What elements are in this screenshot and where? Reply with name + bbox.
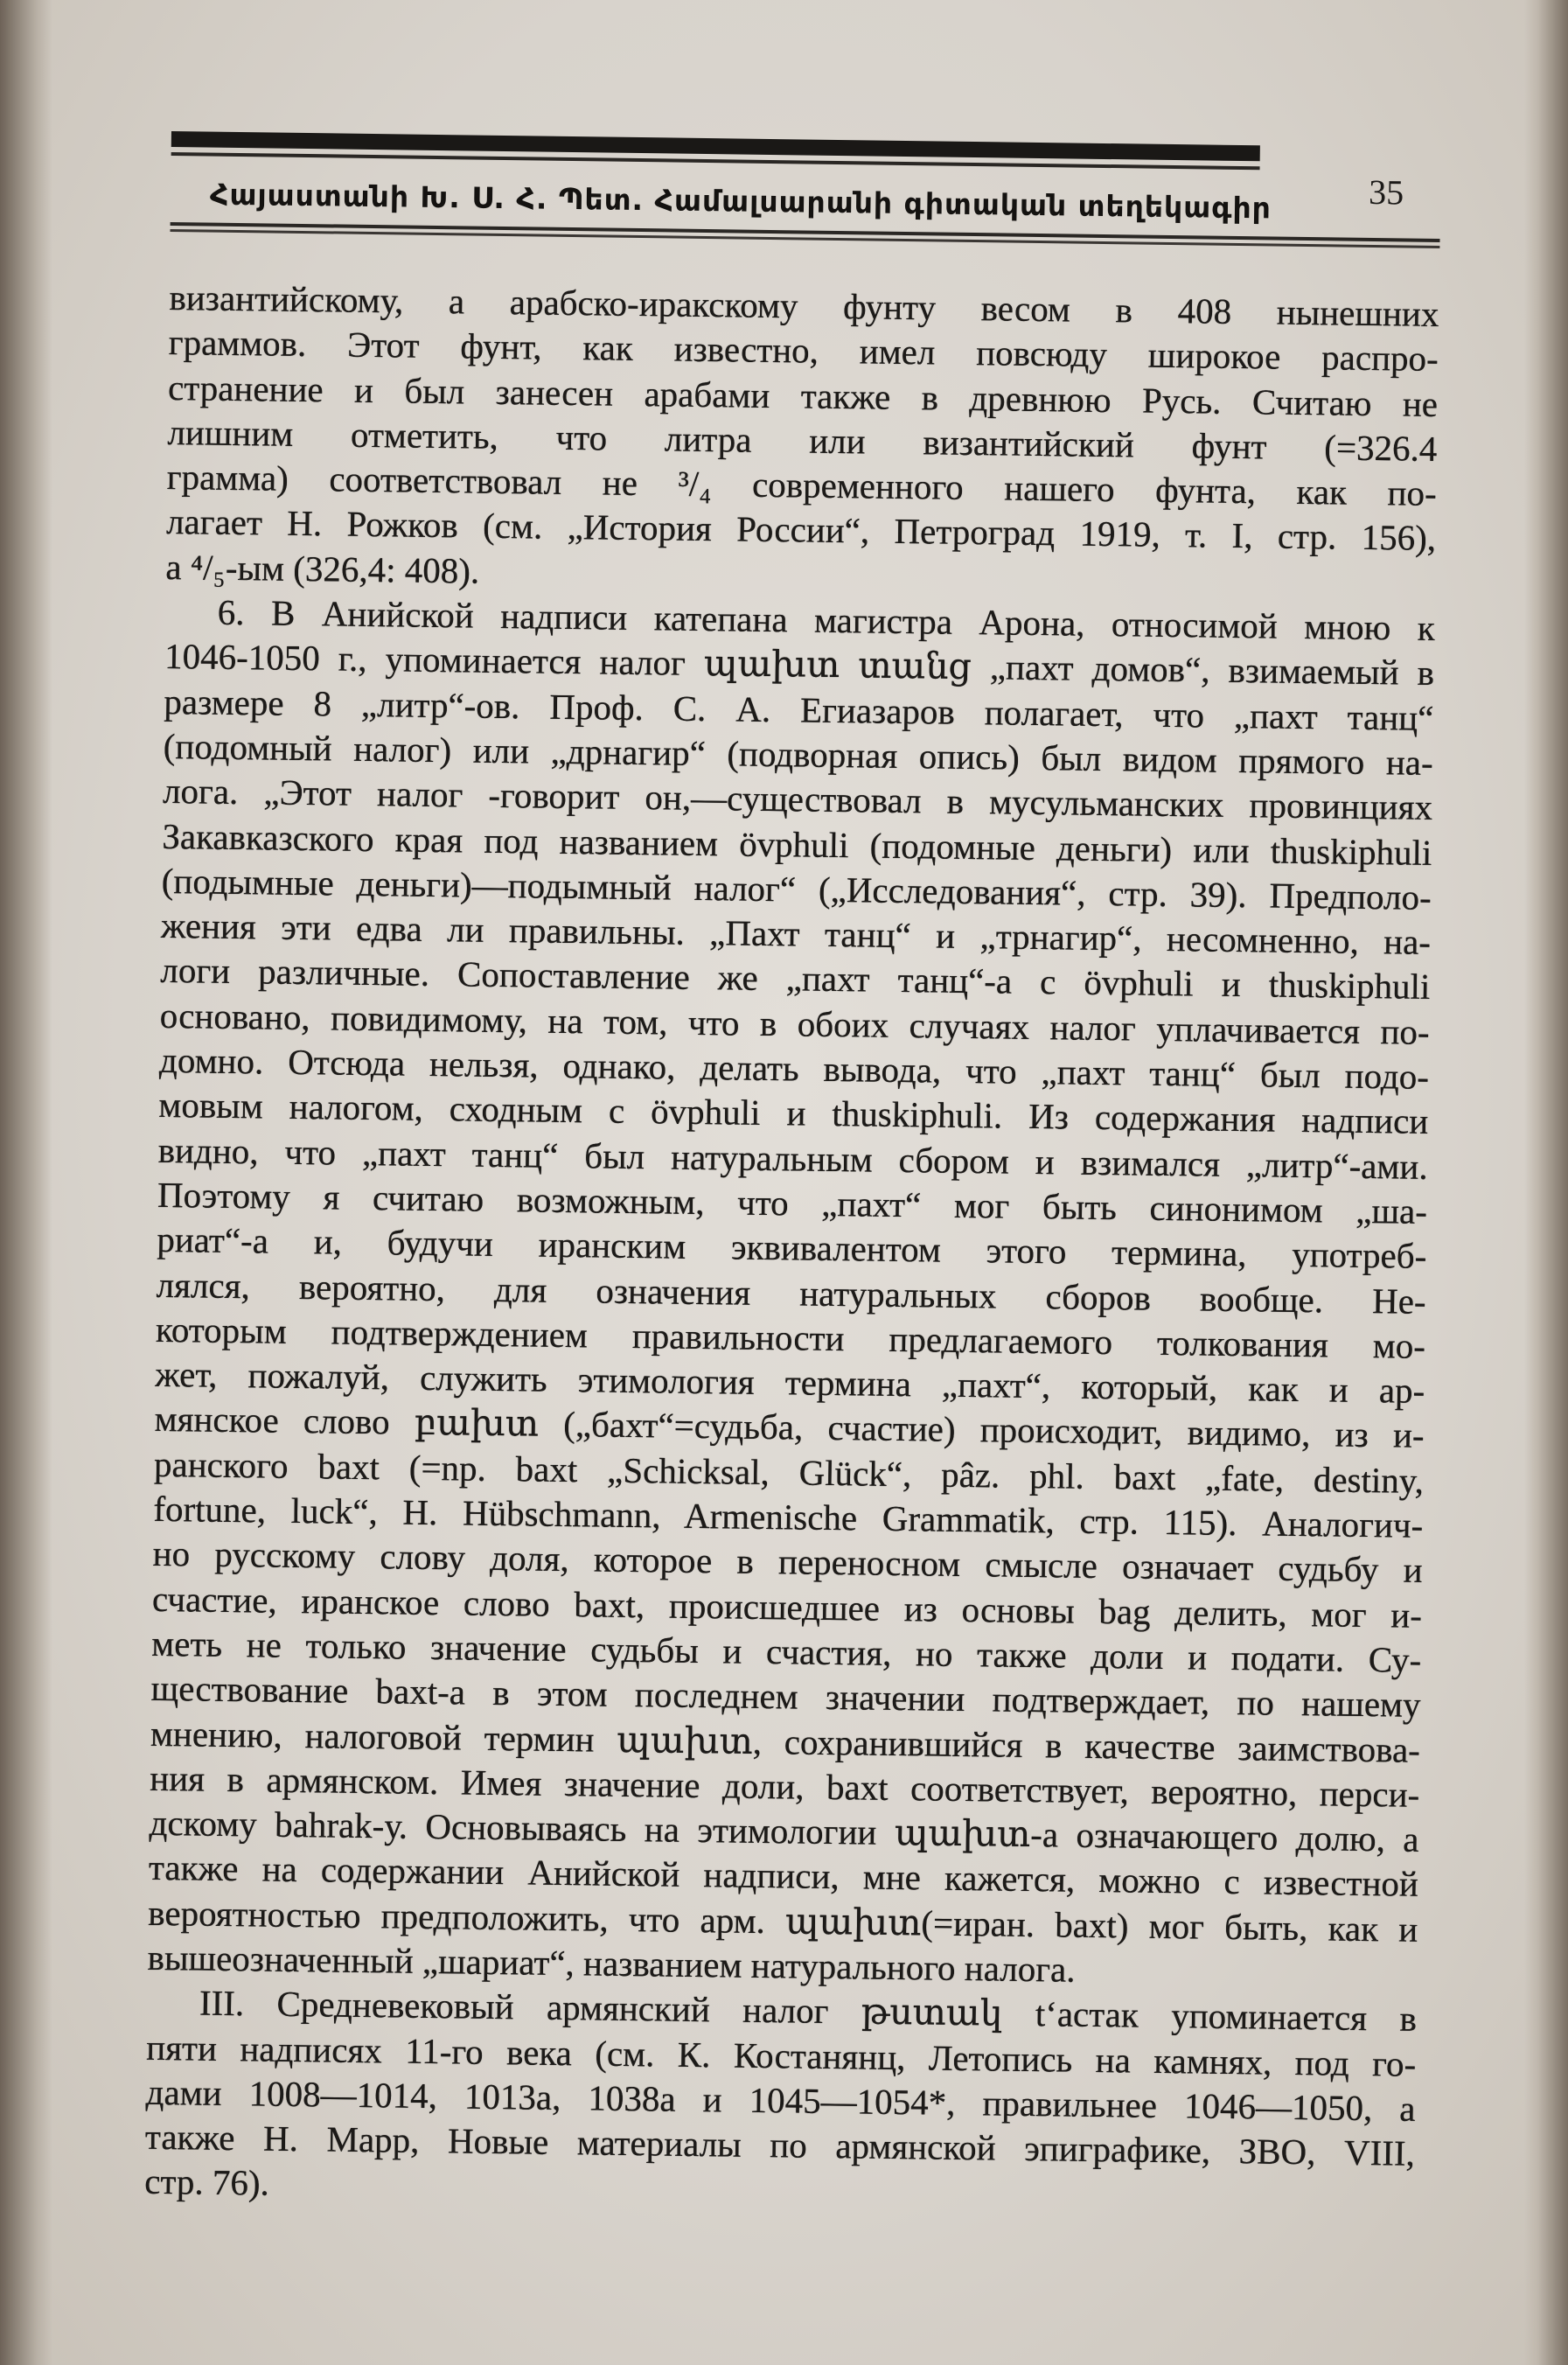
text-line: риат“-а и, будучи иранским эквивалентом этого термина, употреб- — [157, 1219, 1427, 1277]
text-line: (подомный налог) или „дрнагир“ (подворная опись) был видом прямого на- — [163, 725, 1433, 783]
text-line: основано, повидимому, на том, что в обоих случаях налог уплачивается по- — [159, 994, 1430, 1052]
text-line: размере 8 „литр“-ов. Проф. С. А. Егиазаров полагает, что „пахт танц“ — [164, 680, 1434, 738]
text-line: меть не только значение судьбы и счастия, но также доли и подати. Су- — [151, 1622, 1422, 1680]
text-line: логи различные. Сопоставление же „пахт танц“-а с övphuli и thuskiphuli — [160, 950, 1431, 1008]
text-line: домно. Отсюда нельзя, однако, делать вывода, что „пахт танц“ был подо- — [158, 1039, 1430, 1097]
page-edge-left — [0, 0, 52, 2365]
text-line: Поэтому я считаю возможным, что „пахт“ мог быть синонимом „ша- — [157, 1174, 1428, 1231]
text-line: 6. В Анийской надписи катепана магистра Арона, относимой мною к — [217, 591, 1435, 649]
text-line: византийскому, а арабско-иракскому фунту весом в 408 нынешних — [169, 276, 1439, 334]
text-line: мовым налогом, сходным с övphuli и thuskiphuli. Из содержания надписи — [158, 1085, 1429, 1142]
text-line: мнению, налоговой термин պախտ, сохранившийся в качестве заимствова- — [150, 1713, 1421, 1770]
text-line: 1046-1050 г., упоминается налог պախտ տանց „пахт домов“, взимаемый в — [164, 636, 1435, 694]
text-line: странение и был занесен арабами также в древнюю Русь. Считаю не — [167, 366, 1439, 424]
text-line: ществование baxt-а в этом последнем значении подтверждает, по нашему — [150, 1668, 1421, 1726]
text-line: грамма) соответствовал не ³/₄ современного нашего фунта, как по- — [166, 457, 1438, 514]
text-line: ранского baxt (=np. baxt „Schicksal, Glück“, pâz. phl. baxt „fate, destiny, — [153, 1443, 1425, 1501]
text-line: (подымные деньги)—подымный налог“ („Исследования“, стр. 39). Предполо- — [161, 860, 1432, 917]
text-line: III. Средневековый армянский налог թստակ tʻастак упоминается в — [199, 1982, 1418, 2040]
body-text — [144, 276, 1439, 2222]
text-line: также на содержании Анийской надписи, мне кажется, можно с известной — [148, 1847, 1419, 1905]
text-line: стр. 76). — [144, 2161, 270, 2204]
text-line: видно, что „пахт танц“ был натуральным сбором и взимался „литр“-ами. — [157, 1129, 1428, 1187]
text-line: граммов. Этот фунт, как известно, имел повсюду широкое распро- — [168, 322, 1439, 380]
text-line: также Н. Марр, Новые материалы по армянской эпиграфике, ЗВО, VIII, — [144, 2116, 1416, 2173]
text-line: вышеозначенный „шариат“, названием натурального налога. — [147, 1936, 1076, 1990]
running-header: Հայաստանի Խ. Ս. Հ. Պետ. Համալսարանի գիտական տեղեկագիր — [209, 177, 1272, 226]
text-line: пяти надписях 11-го века (см. К. Костанянц, Летопись на камнях, под го- — [146, 2027, 1417, 2084]
text-line: fortune, luck“, H. Hübschmann, Armenische Grammatik, стр. 115). Аналогич- — [153, 1488, 1424, 1545]
page-number: 35 — [1368, 171, 1404, 213]
page-content — [144, 131, 1441, 2204]
text-line: а ⁴/₅-ым (326,4: 408). — [165, 546, 480, 591]
text-line: жения эти едва ли правильны. „Пахт танц“ и „трнагир“, несомненно, на- — [160, 905, 1432, 963]
text-line: лялся, вероятно, для означения натуральных сборов вообще. Не- — [156, 1264, 1426, 1322]
text-line: мянское слово բախտ („бахт“=судьба, счастие) происходит, видимо, из и- — [154, 1399, 1425, 1456]
text-line: жет, пожалуй, служить этимология термина „пахт“, который, как и ар- — [155, 1354, 1425, 1412]
text-line: дскому bahrak-у. Основываясь на этимологии պախտ-а означающего долю, а — [149, 1802, 1419, 1859]
text-line: ния в армянском. Имея значение доли, baxt соответствует, вероятно, перси- — [150, 1757, 1420, 1815]
text-line: лога. „Этот налог -говорит он,—существовал в мусульманских провинциях — [162, 771, 1433, 828]
text-line: которым подтверждением правильности предлагаемого толкования мо- — [155, 1308, 1426, 1366]
text-line: счастие, иранское слово baxt, происшедшее из основы bag делить, мог и- — [151, 1578, 1423, 1636]
text-line: лишним отметить, что литра или византийский фунт (=326.4 — [167, 411, 1438, 469]
text-line: вероятностью предположить, что арм. պախտ(=иран. baxt) мог быть, как и — [148, 1892, 1418, 1950]
text-line: Закавказского края под названием övphuli (подомные деньги) или thuskiphuli — [162, 815, 1432, 873]
text-line: но русскому слову доля, которое в переносном смысле означает судьбу и — [152, 1533, 1423, 1591]
text-line: лагает Н. Рожков (см. „История России“, Петроград 1919, т. I, стр. 156), — [165, 501, 1437, 559]
text-line: дами 1008—1014, 1013а, 1038а и 1045—1054*, правильнее 1046—1050, а — [145, 2071, 1416, 2129]
page-edge-right — [1524, 0, 1568, 2365]
